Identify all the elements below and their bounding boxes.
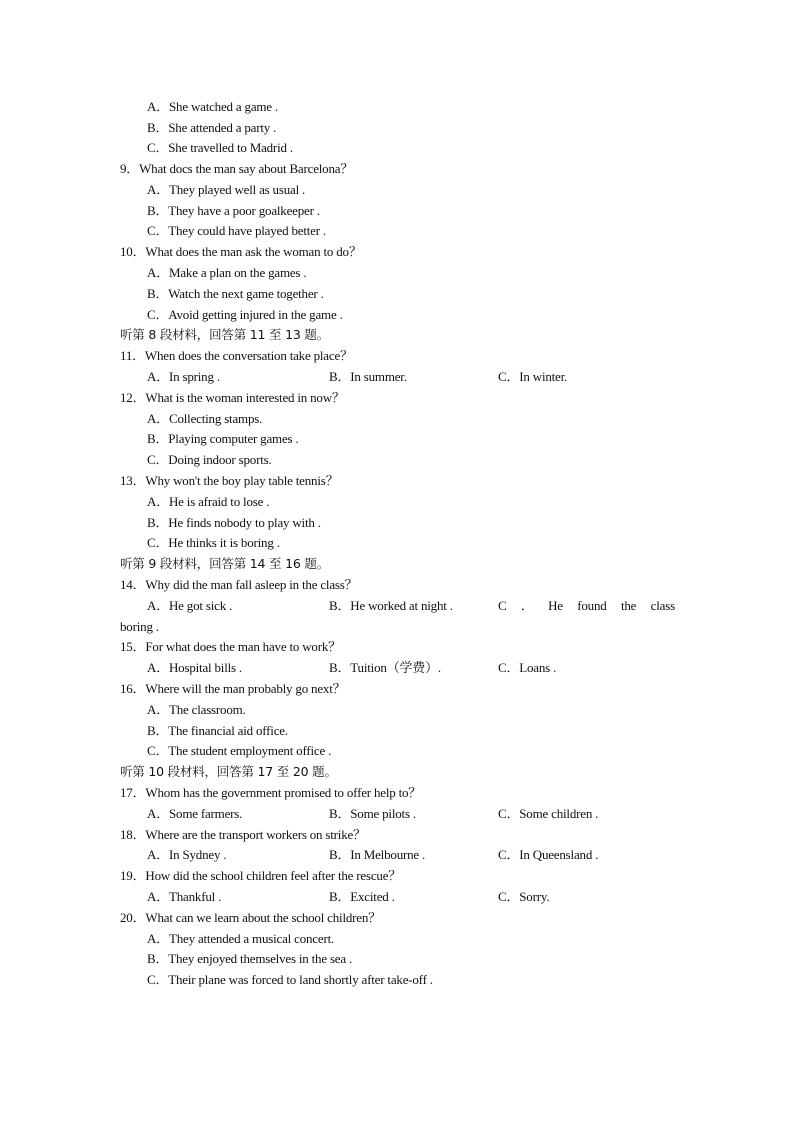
q14-option-c-word: class (650, 598, 675, 613)
q16-option-c: C．The student employment office . (147, 743, 332, 758)
q14-option-c-word: ． (520, 598, 534, 613)
q10-option-b: B．Watch the next game together . (147, 286, 324, 301)
q17-option-b: B．Some pilots . (329, 806, 416, 821)
section-8-heading: 听第 8 段材料，回答第 11 至 13 题。 (120, 327, 330, 342)
q14-option-c-word: the (620, 598, 637, 613)
q15-option-c: C．Loans . (498, 660, 557, 675)
q19-option-a: A．Thankful . (147, 889, 222, 904)
q9-question: 9．What docs the man say about Barcelona？ (120, 161, 354, 176)
q19-option-c: C．Sorry. (498, 889, 550, 904)
q9-option-a: A．They played well as usual . (147, 182, 306, 197)
q9-option-c: C．They could have played better . (147, 223, 326, 238)
q15-option-a: A．Hospital bills . (147, 660, 242, 675)
q17-option-c: C．Some children . (498, 806, 599, 821)
q13-option-c: C．He thinks it is boring . (147, 535, 280, 550)
q12-question: 12．What is the woman interested in now？ (120, 390, 345, 405)
q16-option-a: A．The classroom. (147, 702, 246, 717)
q9-option-b: B．They have a poor goalkeeper . (147, 203, 320, 218)
q11-option-b: B．In summer. (329, 369, 407, 384)
q15-option-b: B．Tuition（学费）. (329, 660, 441, 675)
q14-option-c (498, 598, 675, 614)
q14-option-c-word: found (577, 598, 607, 613)
q18-question: 18．Where are the transport workers on strike？ (120, 827, 366, 842)
q14-option-c-continued: boring . (120, 619, 159, 634)
q10-option-a: A．Make a plan on the games . (147, 265, 307, 280)
q11-question: 11．When does the conversation take place？ (120, 348, 353, 363)
q20-option-a: A．They attended a musical concert. (147, 931, 335, 946)
section-10-heading: 听第 10 段材料，回答第 17 至 20 题。 (120, 764, 337, 779)
q18-option-c: C．In Queensland . (498, 847, 599, 862)
q10-option-c: C．Avoid getting injured in the game . (147, 307, 343, 322)
q13-option-b: B．He finds nobody to play with . (147, 515, 321, 530)
q20-option-b: B．They enjoyed themselves in the sea . (147, 951, 353, 966)
section-9-heading: 听第 9 段材料，回答第 14 至 16 题。 (120, 556, 330, 571)
q19-option-b: B．Excited . (329, 889, 395, 904)
q20-option-c: C．Their plane was forced to land shortly after take-off . (147, 972, 433, 987)
q14-option-b: B．He worked at night . (329, 598, 453, 613)
q17-question: 17．Whom has the government promised to offer help to？ (120, 785, 422, 800)
q11-option-c: C．In winter. (498, 369, 568, 384)
q14-option-c-word: C (498, 598, 507, 613)
q13-question: 13．Why won't the boy play table tennis？ (120, 473, 339, 488)
q17-option-a: A．Some farmers. (147, 806, 243, 821)
q20-question: 20．What can we learn about the school children？ (120, 910, 381, 925)
q13-option-a: A．He is afraid to lose . (147, 494, 270, 509)
q16-question: 16．Where will the man probably go next？ (120, 681, 346, 696)
q15-question: 15．For what does the man have to work？ (120, 639, 341, 654)
q12-option-a: A．Collecting stamps. (147, 411, 263, 426)
q18-option-b: B．In Melbourne . (329, 847, 426, 862)
q14-option-c-word: He (548, 598, 563, 613)
q18-option-a: A．In Sydney . (147, 847, 227, 862)
q14-option-a: A．He got sick . (147, 598, 233, 613)
q14-question: 14．Why did the man fall asleep in the class？ (120, 577, 358, 592)
q11-option-a: A．In spring . (147, 369, 220, 384)
q16-option-b: B．The financial aid office. (147, 723, 288, 738)
q8-option-a: A．She watched a game . (147, 99, 278, 114)
q8-option-c: C．She travelled to Madrid . (147, 140, 293, 155)
q19-question: 19．How did the school children feel after the rescue？ (120, 868, 402, 883)
q10-question: 10．What does the man ask the woman to do？ (120, 244, 362, 259)
q12-option-c: C．Doing indoor sports. (147, 452, 272, 467)
q8-option-b: B．She attended a party . (147, 120, 277, 135)
q12-option-b: B．Playing computer games . (147, 431, 299, 446)
